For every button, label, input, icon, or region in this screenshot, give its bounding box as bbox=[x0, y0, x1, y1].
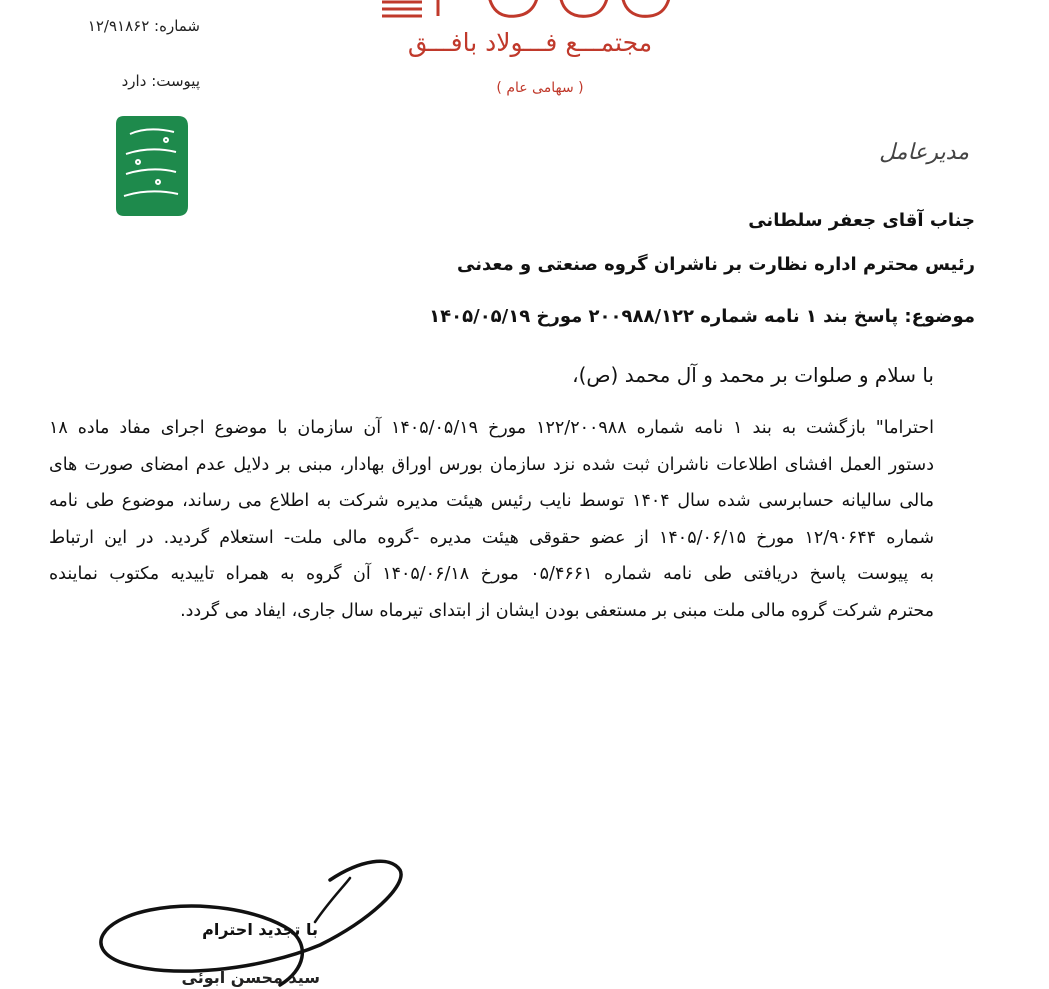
letter-number-label: شماره: bbox=[154, 17, 200, 35]
attachment-line bbox=[122, 72, 200, 90]
addressee-title: رئیس محترم اداره نظارت بر ناشران گروه صنعتی و معدنی bbox=[457, 254, 975, 275]
body-line: مالی سالیانه حسابرسی شده سال ۱۴۰۴ توسط نایب رئیس هیئت مدیره شرکت به اطلاع می رساند، موضوع طی نامه bbox=[49, 491, 934, 511]
body-line: به پیوست پاسخ دریافتی طی نامه شماره ۰۵/۴۶۶۱ مورخ ۱۴۰۵/۰۶/۱۸ آن گروه به همراه تاییدیه مکتوب نماینده bbox=[49, 564, 935, 584]
letter-body bbox=[49, 410, 934, 629]
ceo-label: مدیرعامل bbox=[879, 140, 969, 165]
slogan-seal bbox=[108, 114, 194, 218]
letter-subject: موضوع: پاسخ بند ۱ نامه شماره ۲۰۰۹۸۸/۱۲۲ مورخ ۱۴۰۵/۰۵/۱۹ bbox=[429, 306, 975, 327]
company-type: ( سهامی عام ) bbox=[496, 80, 584, 96]
attachment-label: پیوست: bbox=[151, 72, 200, 90]
body-line: محترم شرکت گروه مالی ملت مبنی بر مستعفی بودن ایشان از ابتدای تیرماه سال جاری، ایفاد می گردد. bbox=[180, 600, 934, 621]
greeting: با سلام و صلوات بر محمد و آل محمد (ص)، bbox=[572, 363, 934, 387]
letter-number bbox=[88, 17, 200, 35]
body-line: احتراما" بازگشت به بند ۱ نامه شماره ۱۲۲/۲۰۰۹۸۸ مورخ ۱۴۰۵/۰۵/۱۹ آن سازمان با موضوع اجرای مفاد ماده ۱۸ bbox=[49, 418, 934, 438]
closing-phrase: با تجدید احترام bbox=[202, 920, 318, 939]
letter-number-value: ۱۲/۹۱۸۶۲ bbox=[87, 17, 150, 35]
addressee-name: جناب آقای جعفر سلطانی bbox=[748, 210, 975, 231]
signer-name: سید محسن ابوئی bbox=[181, 968, 320, 987]
company-name: مجتمـــع فـــولاد بافـــق bbox=[407, 28, 653, 57]
body-line: دستور العمل افشای اطلاعات ناشران ثبت شده نزد سازمان بورس اوراق بهادار، مبنی بر دلایل عدم امضای صورت های bbox=[49, 454, 934, 475]
attachment-value: دارد bbox=[121, 72, 147, 90]
body-line: شماره ۱۲/۹۰۶۴۴ مورخ ۱۴۰۵/۰۶/۱۵ از عضو حقوقی هیئت مدیره -گروه مالی ملت- استعلام گردید. در این ارتباط bbox=[49, 527, 935, 548]
